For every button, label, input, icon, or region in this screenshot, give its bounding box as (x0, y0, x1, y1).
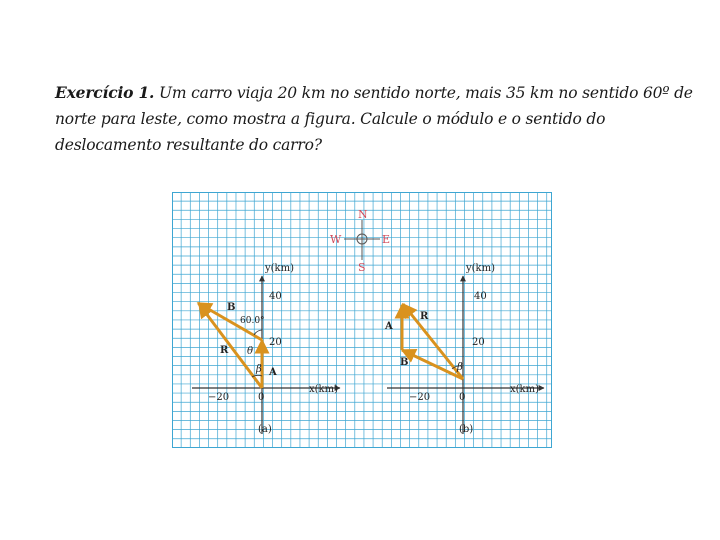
panel-a-label-B: B (227, 302, 236, 313)
panel-b-caption: (b) (459, 424, 474, 435)
compass-south: S (358, 261, 366, 274)
panel-a-x-tick-0: 0 (258, 392, 265, 403)
panel-a-angle-60: 60.0° (240, 316, 265, 326)
exercise-text: Um carro viaja 20 km no sentido norte, mais 35 km no sentido 60º de norte para leste, como mostra a figura. Calcule o módulo e o sentido do deslocamento resultante do carro? (55, 83, 693, 154)
panel-b-y-label: y(km) (466, 263, 495, 274)
exercise-label: Exercício 1. (55, 82, 155, 102)
panel-b-x-tick-neg20: −20 (409, 392, 431, 403)
compass-north: N (358, 208, 368, 221)
panel-a-caption: (a) (258, 424, 272, 435)
panel-a-x-label: x(km) (309, 384, 338, 395)
panel-b-y-tick-20: 20 (472, 337, 485, 348)
panel-b-x-label: x(km) (510, 384, 539, 395)
compass-east: E (382, 233, 391, 246)
panel-a-x-tick-neg20: −20 (208, 392, 230, 403)
panel-b-y-tick-40: 40 (474, 291, 487, 302)
panel-a-angle-beta: β (256, 364, 262, 375)
panel-a-label-R: R (220, 345, 229, 356)
panel-b-label-A: A (385, 321, 393, 332)
panel-a-angle-theta: θ (247, 346, 254, 357)
panel-a-label-A: A (269, 367, 277, 378)
panel-a-y-label: y(km) (265, 263, 294, 274)
panel-b-label-B: B (400, 357, 409, 368)
vector-figure (172, 192, 552, 448)
panel-b-label-R: R (420, 311, 429, 322)
exercise-statement (55, 80, 705, 158)
compass-west: W (330, 233, 342, 246)
panel-a-y-tick-20: 20 (269, 337, 282, 348)
panel-a-y-tick-40: 40 (269, 291, 282, 302)
panel-b-angle-beta: β (457, 362, 463, 373)
panel-b-x-tick-0: 0 (459, 392, 466, 403)
